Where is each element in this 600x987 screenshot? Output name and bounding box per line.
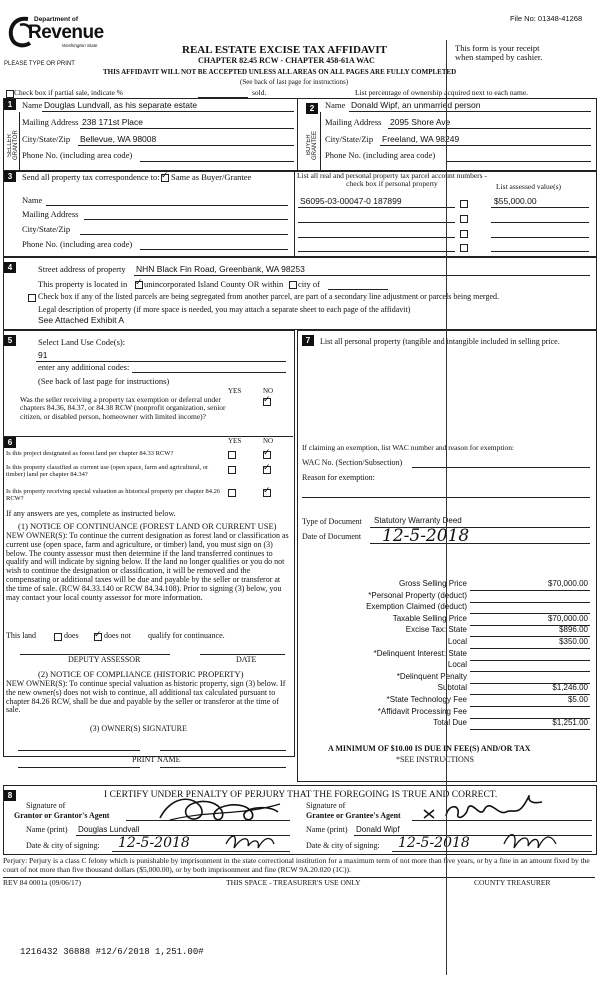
parcel-personal-checkbox-1[interactable] — [460, 200, 468, 208]
divider — [294, 170, 295, 256]
divider — [298, 237, 455, 238]
parcel-personal-checkbox-4[interactable] — [460, 244, 468, 252]
tax-row-label: Total Due — [433, 718, 467, 728]
divider — [134, 275, 590, 276]
wac-label: WAC No. (Section/Subsection) — [302, 458, 403, 467]
divider — [19, 112, 20, 170]
divider — [298, 251, 455, 252]
doc-type-label: Type of Document — [302, 517, 362, 526]
section-1-number: 1 — [4, 99, 16, 110]
city-of-line[interactable] — [328, 289, 388, 290]
print-name-line-1[interactable] — [18, 767, 140, 768]
buyer-phone-line[interactable] — [446, 161, 591, 162]
no-header: NO — [263, 387, 274, 395]
grantor-signature-scribble — [150, 790, 290, 828]
tax-row-value[interactable]: $70,000.00 — [547, 613, 588, 623]
does-label: does — [64, 631, 79, 640]
seller-phone-label: Phone No. (including area code) — [22, 150, 133, 160]
yes-header: YES — [228, 437, 242, 445]
grantee-name-label: Name (print) — [306, 825, 348, 834]
no-header: NO — [263, 437, 274, 445]
current-use-yes-checkbox[interactable] — [228, 466, 236, 474]
deputy-assessor-label: DEPUTY ASSESSOR — [68, 655, 141, 664]
notice-continuance-text: NEW OWNER(S): To continue the current designation as forest land or classification as current use (open space, farm and agriculture, or timber) land, you must sign on (3) below. The county assessor must then determine if the land transferred continues to qualify and will indicate by signing below. If the land no longer qualifies or you do not wish to continue the designation or classification, it will be removed and the compensating or additional taxes will be due and payable by the seller or transferor at the time of sale. (RCW 84.33.140 or RCW 84.34.108). Prior to signing (3) below, you may contact your local county assessor for more information. — [6, 531, 289, 602]
tax-row-label: Gross Selling Price — [398, 579, 467, 588]
buyer-phone-label: Phone No. (including area code) — [325, 150, 436, 160]
section-2-number: 2 — [306, 103, 318, 114]
buyer-side-label: BUYER GRANTEE — [306, 130, 318, 160]
divider — [80, 128, 294, 129]
minimum-fee-note: A MINIMUM OF $10.00 IS DUE IN FEE(S) AND/OR TAX — [328, 744, 531, 753]
date-label: DATE — [236, 655, 257, 664]
tax-row-label: *Personal Property (deduct) — [368, 590, 467, 600]
tax-row-label: *Delinquent Interest: State — [373, 648, 467, 658]
exemption-question: Was the seller receiving a property tax exemption or deferral under chapters 84.36, 84.37, or 84.38 RCW (nonprofit organization, senior citizen, or disabled person, homeowner with limited income)? — [20, 395, 226, 421]
tax-row-value[interactable]: $1,251.00 — [552, 718, 588, 728]
county-treasurer-label: COUNTY TREASURER — [474, 878, 551, 887]
print-name-line-2[interactable] — [160, 767, 286, 768]
corr-phone-line[interactable] — [140, 249, 288, 250]
corr-city-line[interactable] — [80, 234, 288, 235]
fold-line — [446, 40, 447, 975]
unincorporated-label: unincorporated Island County OR within — [144, 279, 284, 289]
send-correspondence-label: Send all property tax correspondence to: — [22, 172, 160, 182]
tax-row-label: Subtotal — [437, 683, 467, 693]
divider — [392, 851, 592, 852]
does-not-label: does not — [104, 631, 131, 640]
grantee-signature-scribble — [418, 788, 558, 824]
tax-row-line — [470, 648, 590, 649]
land-use-label: Select Land Use Code(s): — [38, 337, 126, 347]
owner-signature-line-1[interactable] — [18, 750, 140, 751]
tax-row-line — [470, 590, 590, 591]
corr-phone-label: Phone No. (including area code) — [22, 239, 133, 249]
corr-name-label: Name — [22, 195, 43, 205]
certify-statement: I CERTIFY UNDER PENALTY OF PERJURY THAT THE FOREGOING IS TRUE AND CORRECT. — [104, 790, 498, 800]
tax-row-line — [470, 706, 590, 707]
print-name-label: PRINT NAME — [132, 755, 181, 764]
historical-no-checkbox[interactable] — [263, 489, 271, 497]
buyer-city-label: City/State/Zip — [325, 134, 374, 144]
tax-row-label: *State Technology Fee — [386, 695, 467, 704]
logo-state-text: Washington State — [62, 43, 98, 48]
buyer-city[interactable]: Freeland, WA 98249 — [382, 134, 460, 144]
legal-description[interactable]: See Attached Exhibit A — [38, 315, 125, 325]
divider — [297, 98, 298, 170]
partial-sale-label: Check box if partial sale, indicate % — [14, 88, 123, 97]
tax-row-value[interactable]: $350.00 — [559, 637, 588, 646]
buyer-name[interactable]: Donald Wipf, an unmarried person — [351, 100, 481, 110]
land-use-see-back: (See back of last page for instructions) — [38, 376, 170, 386]
form-subtitle: CHAPTER 82.45 RCW - CHAPTER 458-61A WAC — [198, 56, 375, 65]
additional-codes-label: enter any additional codes: — [38, 362, 130, 372]
tax-row-value[interactable]: $1,246.00 — [552, 683, 588, 693]
seller-mail-label: Mailing Address — [22, 117, 79, 127]
ownership-percent-note: List percentage of ownership acquired next to each name. — [355, 88, 529, 97]
perjury-statement: Perjury: Perjury is a class C felony which is punishable by imprisonment in the state correctional institution for a maximum term of not more than five years, or by a fine in an amount fixed by the court of not more than five thousand dollars ($5,000.00), or by both imprisonment and fine (RCW 9A.20.020 (1C)). — [3, 856, 590, 874]
divider — [491, 251, 589, 252]
tax-row-line — [470, 729, 590, 730]
land-use-code[interactable]: 91 — [38, 350, 48, 360]
tax-row-line — [470, 671, 590, 672]
tax-row-label: *Affidavit Processing Fee — [377, 706, 467, 716]
grantee-sig-label-2: Grantee or Grantee's Agent — [306, 811, 401, 820]
form-title: REAL ESTATE EXCISE TAX AFFIDAVIT — [182, 44, 387, 56]
buyer-mail-label: Mailing Address — [325, 117, 382, 127]
seller-name[interactable]: Douglas Lundvall, as his separate estate — [44, 100, 198, 110]
historical-question: Is this property receiving special valuation as historical property per chapter 84.26 RCW? — [6, 488, 221, 503]
divider — [380, 145, 591, 146]
divider — [370, 543, 590, 544]
grantor-city-scribble — [222, 830, 278, 852]
parcel-personal-checkbox-3[interactable] — [460, 230, 468, 238]
file-number: File No: 01348-41268 — [510, 14, 583, 23]
divider — [349, 111, 591, 112]
same-as-buyer-checkbox[interactable] — [161, 174, 169, 182]
revision-number: REV 84 0001a (09/06/17) — [3, 878, 81, 887]
does-not-checkbox[interactable] — [94, 633, 102, 641]
street-address[interactable]: NHN Black Fin Road, Greenbank, WA 98253 — [136, 264, 305, 274]
unincorporated-checkbox[interactable] — [135, 281, 143, 289]
warning-text: THIS AFFIDAVIT WILL NOT BE ACCEPTED UNLESS ALL AREAS ON ALL PAGES ARE FULLY COMPLETED — [103, 68, 457, 76]
tax-row-value[interactable]: $896.00 — [559, 625, 588, 635]
does-checkbox[interactable] — [54, 633, 62, 641]
seller-side-label: SELLER GRANTOR — [7, 130, 19, 160]
exemption-no-checkbox[interactable] — [263, 398, 271, 406]
segregated-label: Check box if any of the listed parcels are being segregated from another parcel, are part of a secondary line adjustment or parcels being merged. — [38, 292, 499, 301]
historical-yes-checkbox[interactable] — [228, 489, 236, 497]
divider — [42, 111, 294, 112]
doc-date-label: Date of Document — [302, 532, 362, 541]
divider — [78, 145, 294, 146]
divider — [491, 222, 589, 223]
doc-date[interactable]: 12-5-2018 — [382, 526, 470, 546]
corr-city-label: City/State/Zip — [22, 224, 71, 234]
corr-mail-label: Mailing Address — [22, 209, 79, 219]
section-4-number: 4 — [4, 262, 16, 273]
parcel-list-header: List all real and personal property tax parcel account numbers - check box if personal property — [297, 171, 487, 189]
grantee-sig-label-1: Signature of — [306, 801, 346, 810]
tax-row-label: Local — [447, 660, 467, 670]
exemption-claim-label: If claiming an exemption, list WAC number and reason for exemption: — [302, 443, 515, 452]
sold-label: sold. — [252, 88, 267, 97]
grantee-name[interactable]: Donald Wipf — [356, 825, 400, 834]
current-use-question: Is this property classified as current use (open space, farm and agricultural, or timber) land per chapter 84.34? — [6, 464, 209, 479]
corr-mail-line[interactable] — [84, 219, 288, 220]
seller-phone-line[interactable] — [140, 161, 294, 162]
buyer-name-label: Name — [325, 100, 346, 110]
current-use-no-checkbox[interactable] — [263, 466, 271, 474]
parcel-personal-checkbox-2[interactable] — [460, 215, 468, 223]
divider — [112, 851, 290, 852]
receipt-note: This form is your receipt when stamped by cashier. — [455, 43, 543, 63]
divider — [298, 207, 455, 208]
divider — [298, 222, 455, 223]
treasurer-use-note: THIS SPACE - TREASURER'S USE ONLY — [226, 878, 361, 887]
reason-label: Reason for exemption: — [302, 473, 375, 482]
corr-name-line[interactable] — [46, 205, 288, 206]
tax-row-line — [470, 602, 590, 603]
grantor-date-label: Date & city of signing: — [26, 841, 100, 850]
section-3-number: 3 — [4, 171, 16, 182]
tax-row-label: *Delinquent Penalty — [396, 671, 467, 681]
grantor-sig-label-2: Grantor or Grantor's Agent — [14, 811, 110, 820]
tax-row-label: Taxable Selling Price — [392, 613, 467, 623]
grantor-sig-label-1: Signature of — [26, 801, 66, 810]
street-label: Street address of property — [38, 264, 126, 274]
doc-type[interactable]: Statutory Warranty Deed — [374, 516, 462, 525]
tax-row-line — [470, 660, 590, 661]
city-of-label: city of — [298, 279, 320, 289]
see-back-note: (See back of last page for instructions) — [240, 78, 349, 86]
assessed-header: List assessed value(s) — [496, 182, 561, 191]
parcel-number[interactable]: S6095-03-00047-0 187899 — [300, 196, 402, 206]
grantor-date[interactable]: 12-5-2018 — [118, 835, 190, 851]
seller-city-label: City/State/Zip — [22, 134, 71, 144]
divider — [388, 128, 591, 129]
section-7-number: 7 — [302, 335, 314, 346]
seller-mail[interactable]: 238 171st Place — [82, 117, 143, 127]
notice-continuance-title: (1) NOTICE OF CONTINUANCE (FOREST LAND OR CURRENT USE) — [18, 521, 277, 531]
buyer-mail[interactable]: 2095 Shore Ave — [390, 117, 451, 127]
city-checkbox[interactable] — [289, 281, 297, 289]
divider — [491, 207, 589, 208]
personal-property-label: List all personal property (tangible and intangible included in selling price. — [320, 337, 560, 346]
legal-description-label: Legal description of property (if more space is needed, you may attach a separate sheet to each page of the affidavit) — [38, 305, 411, 314]
divider — [320, 112, 321, 170]
qualify-label: qualify for continuance. — [148, 631, 225, 640]
if-yes-note: If any answers are yes, complete as instructed below. — [6, 509, 176, 518]
notice-compliance-text: NEW OWNER(S): To continue special valuation as historic property, sign (3) below. If the new owner(s) does not wish to continue, all additional tax calculated pursuant to chapter 84.26 RCW, shall be due and payable by the seller or transferor at the time of sale. — [6, 679, 286, 715]
grantee-date-label: Date & city of signing: — [306, 841, 380, 850]
grantor-name[interactable]: Douglas Lundvall — [78, 825, 140, 834]
wac-line[interactable] — [412, 467, 590, 468]
owner-signature-line-2[interactable] — [160, 750, 286, 751]
located-label: This property is located in — [38, 279, 128, 289]
section-6-number: 6 — [4, 437, 16, 448]
assessed-value[interactable]: $55,000.00 — [494, 196, 537, 206]
forest-question: Is this project designated as forest land per chapter 84.33 RCW? — [6, 450, 174, 457]
owner-signature-label: (3) OWNER(S) SIGNATURE — [90, 724, 187, 733]
forest-no-checkbox[interactable] — [263, 451, 271, 459]
yes-header: YES — [228, 387, 242, 395]
section-8-number: 8 — [4, 790, 16, 801]
seller-name-label: Name — [22, 100, 43, 110]
tax-row-label: Exemption Claimed (deduct) — [366, 602, 467, 612]
grantee-city-scribble — [500, 828, 560, 852]
this-land-label: This land — [6, 631, 36, 640]
grantee-date[interactable]: 12-5-2018 — [398, 835, 470, 851]
section-5-number: 5 — [4, 335, 16, 346]
additional-codes-line[interactable] — [132, 372, 286, 373]
tax-row-label: Excise Tax: State — [405, 625, 467, 635]
partial-sale-checkbox[interactable] — [6, 90, 14, 98]
segregated-checkbox[interactable] — [28, 294, 36, 302]
notice-compliance-title: (2) NOTICE OF COMPLIANCE (HISTORIC PROPERTY) — [38, 669, 244, 679]
tax-row-label: Local — [447, 637, 467, 646]
logo-name-text: Revenue — [28, 22, 104, 43]
tax-row-value[interactable]: $70,000.00 — [547, 579, 588, 588]
see-instructions-note: *SEE INSTRUCTIONS — [396, 755, 475, 764]
grantor-name-label: Name (print) — [26, 825, 68, 834]
please-type-note: PLEASE TYPE OR PRINT — [4, 61, 75, 67]
seller-city[interactable]: Bellevue, WA 98008 — [80, 134, 157, 144]
forest-yes-checkbox[interactable] — [228, 451, 236, 459]
divider — [3, 436, 293, 437]
tax-row-value[interactable]: $5.00 — [567, 695, 588, 704]
same-as-buyer-label: Same as Buyer/Grantee — [171, 172, 252, 182]
cashier-stamp: 1216432 36888 #12/6/2018 1,251.00# — [20, 947, 204, 957]
divider — [491, 237, 589, 238]
logo-dept-text: Department of — [34, 16, 79, 23]
